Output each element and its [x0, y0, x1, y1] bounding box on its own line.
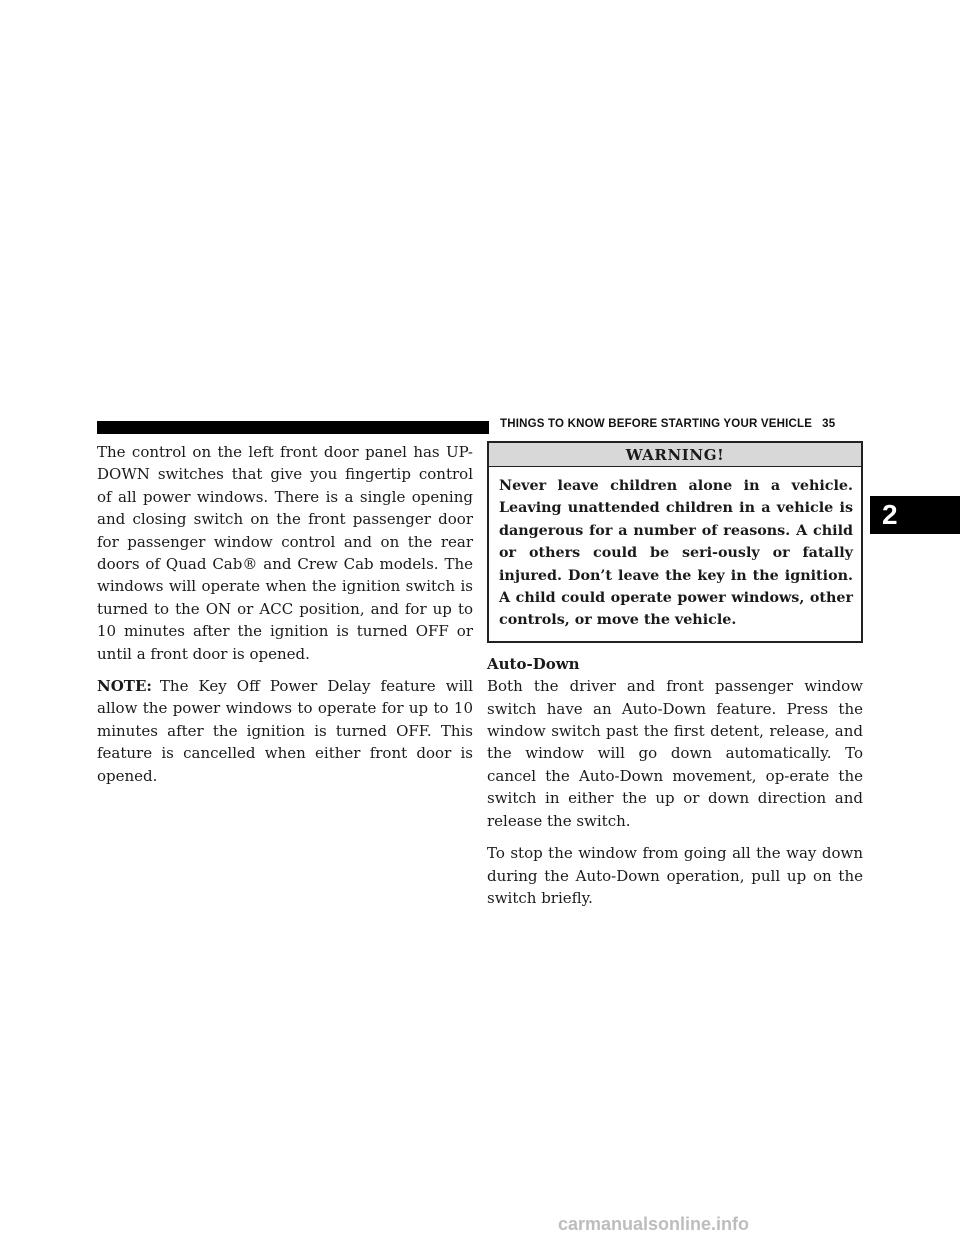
auto-down-heading: Auto-Down	[487, 654, 580, 673]
note-label: NOTE:	[97, 677, 152, 696]
page-number: 35	[822, 418, 836, 430]
auto-down-paragraph: Both the driver and front passenger window switch have an Auto-Down feature. Press the window switch past the first detent, release, and the window will go down automatically. To cancel the Auto-Down movement, op-erate the switch in either the up or down direction and release the switch.	[487, 677, 863, 830]
header-rule	[97, 421, 489, 434]
running-header	[500, 418, 835, 430]
warning-box	[487, 441, 863, 643]
right-column	[487, 441, 863, 919]
note-text: The Key Off Power Delay feature will allow the power windows to operate for up to 10 minutes after the ignition is turned OFF. This feature is cancelled when either front door is opened.	[97, 677, 473, 785]
left-column	[97, 441, 473, 797]
power-windows-paragraph: The control on the left front door panel has UP-DOWN switches that give you fingertip control of all power windows. There is a single opening and closing switch on the front passenger door for passenger window control and on the rear doors of Quad Cab® and Crew Cab models. The windows will operate when the ignition switch is turned to the ON or ACC position, and for up to 10 minutes after the ignition is turned OFF or until a front door is opened.	[97, 443, 473, 663]
header-title: THINGS TO KNOW BEFORE STARTING YOUR VEHICLE	[500, 418, 813, 430]
note-paragraph	[97, 675, 473, 787]
watermark: carmanualsonline.info	[558, 1214, 750, 1234]
auto-down-stop-paragraph: To stop the window from going all the way down during the Auto-Down operation, pull up on the switch briefly.	[487, 844, 863, 907]
chapter-tab: 2	[870, 496, 960, 534]
warning-body: Never leave children alone in a vehicle. Leaving unattended children in a vehicle is dangerous for a number of reasons. A child or others could be seri-ously or fatally injured. Don’t leave the key in the ignition. A child could operate power windows, other controls, or move the vehicle.	[499, 478, 853, 629]
warning-title: WARNING!	[489, 443, 861, 467]
